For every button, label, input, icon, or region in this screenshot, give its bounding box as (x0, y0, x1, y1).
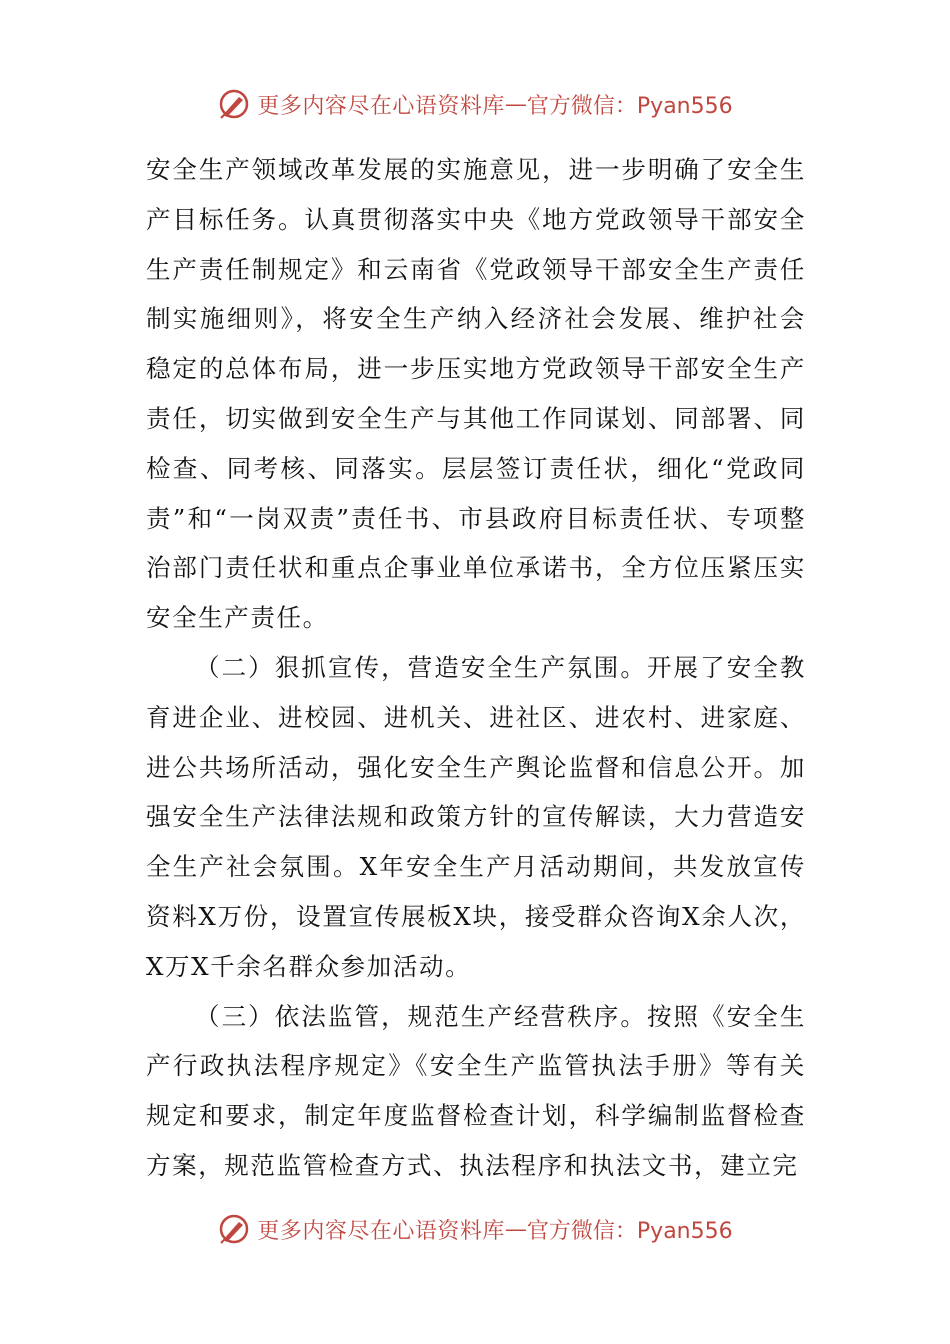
pen-logo-icon (217, 1212, 251, 1246)
paragraph-3: （三）依法监管，规范生产经营秩序。按照《安全生产行政执法程序规定》《安全生产监管执法手册》等有关规定和要求，制定年度监督检查计划，科学编制监督检查方案，规范监管检查方式、执法程序和执法文书，建立完 (146, 1001, 806, 1180)
document-body (146, 145, 806, 1191)
paragraph-1: 安全生产领域改革发展的实施意见，进一步明确了安全生产目标任务。认真贯彻落实中央《地方党政领导干部安全生产责任制规定》和云南省《党政领导干部安全生产责任制实施细则》，将安全生产纳入经济社会发展、维护社会稳定的总体布局，进一步压实地方党政领导干部安全生产责任，切实做到安全生产与其他工作同谋划、同部署、同检查、同考核、同落实。层层签订责任状，细化“党政同责”和“一岗双责”责任书、市县政府目标责任状、专项整治部门责任状和重点企事业单位承诺书，全方位压紧压实安全生产责任。 (146, 155, 806, 633)
watermark-separator: — (504, 1216, 527, 1242)
watermark-sub-text: 官方微信：Pyan556 (526, 93, 733, 119)
watermark-separator: — (504, 91, 527, 117)
watermark-main-text: 更多内容尽在心语资料库 (257, 93, 505, 119)
pen-logo-icon (217, 87, 251, 121)
watermark-sub-text: 官方微信：Pyan556 (526, 1218, 733, 1244)
header-watermark (0, 84, 950, 124)
watermark-main-text: 更多内容尽在心语资料库 (257, 1218, 505, 1244)
paragraph-2: （二）狠抓宣传，营造安全生产氛围。开展了安全教育进企业、进校园、进机关、进社区、进农村、进家庭、进公共场所活动，强化安全生产舆论监督和信息公开。加强安全生产法律法规和政策方针的宣传解读，大力营造安全生产社会氛围。X年安全生产月活动期间，共发放宣传资料X万份，设置宣传展板X块，接受群众咨询X余人次，X万X千余名群众参加活动。 (146, 652, 806, 981)
footer-watermark (0, 1209, 950, 1249)
